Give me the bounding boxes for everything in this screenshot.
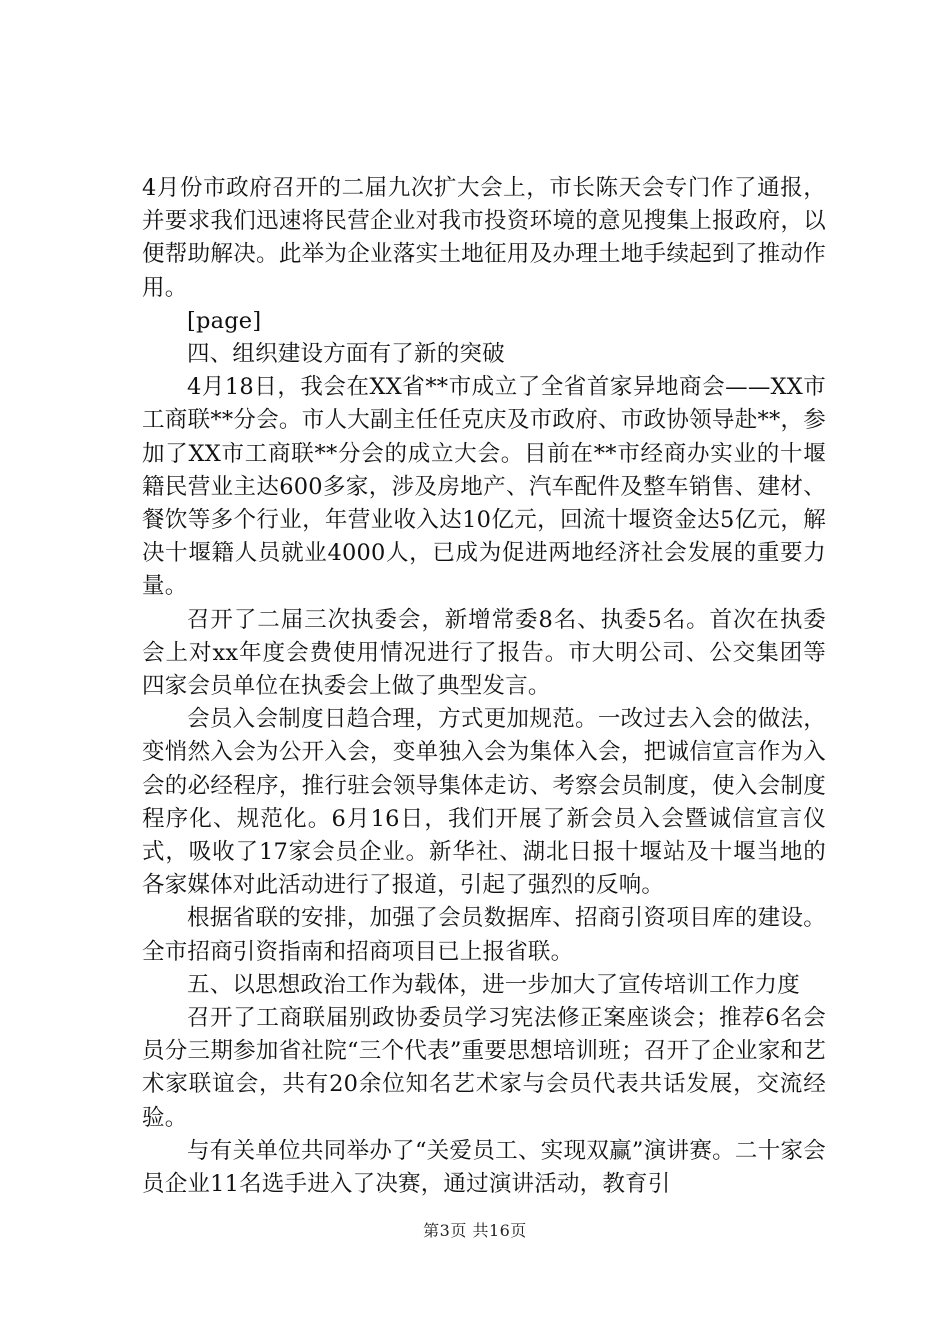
section-heading-5: 五、以思想政治工作为载体，进一步加大了宣传培训工作力度 [187,971,800,998]
paragraph-5: 召开了二届三次执委会，新增常委8名、执委5名。首次在执委会上对xx年度会费使用情况进行了报告。市大明公司、公交集团等四家会员单位在执委会上做了典型发言。 [142,606,826,700]
paragraph-6: 会员入会制度日趋合理，方式更加规范。一改过去入会的做法，变悄然入会为公开入会，变单独入会为集体入会，把诚信宣言作为入会的必经程序，推行驻会领导集体走访、考察会员制度，使入会制度程序化、规范化。6月16日，我们开展了新会员入会暨诚信宣言仪式，吸收了17家会员企业。新华社、湖北日报十堰站及十堰当地的各家媒体对此活动进行了报道，引起了强烈的反响。 [142,706,826,899]
section-heading-4: 四、组织建设方面有了新的突破 [187,341,505,368]
document-body [142,172,826,1201]
paragraph-page-marker: [page] [187,307,262,334]
paragraph-7: 根据省联的安排，加强了会员数据库、招商引资项目库的建设。全市招商引资指南和招商项目已上报省联。 [142,905,826,965]
paragraph-4: 4月18日，我会在XX省**市成立了全省首家异地商会——XX市工商联**分会。市人大副主任任克庆及市政府、市政协领导赴**，参加了XX市工商联**分会的成立大会。目前在**市经商办实业的十堰籍民营业主达600多家，涉及房地产、汽车配件及整车销售、建材、餐饮等多个行业，年营业收入达10亿元，回流十堰资金达5亿元，解决十堰籍人员就业4000人，已成为促进两地经济社会发展的重要力量。 [142,374,826,600]
paragraph-9: 召开了工商联届别政协委员学习宪法修正案座谈会；推荐6名会员分三期参加省社院“三个代表”重要思想培训班；召开了企业家和艺术家联谊会，共有20余位知名艺术家与会员代表共话发展，交流经验。 [142,1005,826,1131]
page-number-footer: 第3页 共16页 [423,1221,527,1240]
paragraph-1: 4月份市政府召开的二届九次扩大会上，市长陈天会专门作了通报，并要求我们迅速将民营企业对我市投资环境的意见搜集上报政府，以便帮助解决。此举为企业落实土地征用及办理土地手续起到了推动作用。 [142,175,826,301]
paragraph-10: 与有关单位共同举办了“关爱员工、实现双赢”演讲赛。二十家会员企业11名选手进入了决赛，通过演讲活动，教育引 [142,1137,826,1198]
